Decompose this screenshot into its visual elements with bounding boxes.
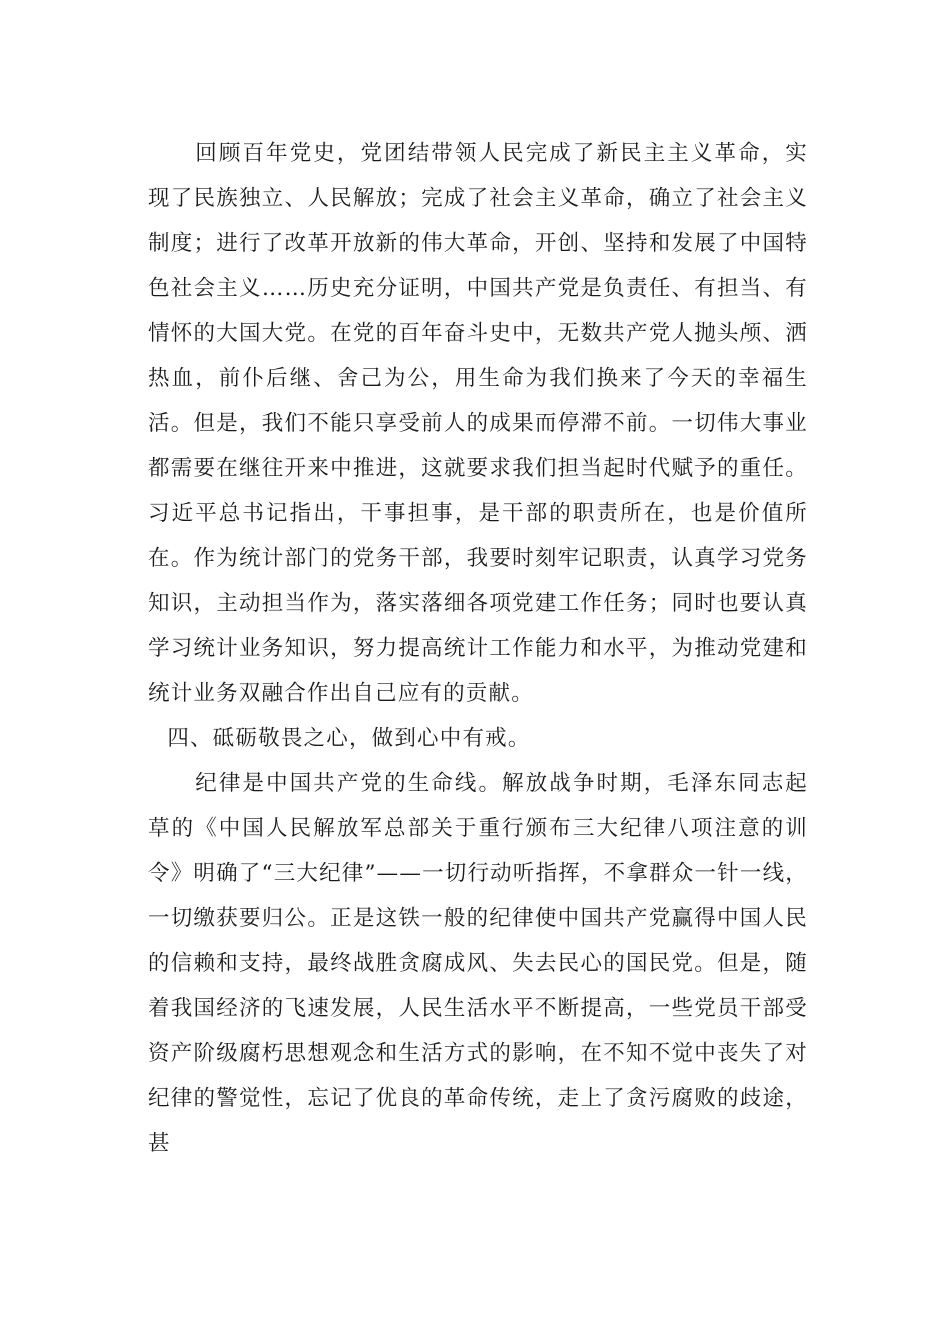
- section-heading-four: 四、砥砺敬畏之心，做到心中有戒。: [167, 726, 531, 751]
- body-text: [148, 131, 808, 1166]
- paragraph-party-history: 回顾百年党史，党团结带领人民完成了新民主主义革命，实现了民族独立、人民解放；完成了社会主义革命，确立了社会主义制度；进行了改革开放新的伟大革命，开创、坚持和发展了中国特色社会主义……历史充分证明，中国共产党是负责任、有担当、有情怀的大国大党。在党的百年奋斗史中，无数共产党人抛头颅、洒热血，前仆后继、舍己为公，用生命为我们换来了今天的幸福生活。但是，我们不能只享受前人的成果而停滞不前。一切伟大事业都需要在继往开来中推进，这就要求我们担当起时代赋予的重任。习近平总书记指出，干事担事，是干部的职责所在，也是价值所在。作为统计部门的党务干部，我要时刻牢记职责，认真学习党务知识，主动担当作为，落实落细各项党建工作任务；同时也要认真学习统计业务知识，努力提高统计工作能力和水平，为推动党建和统计业务双融合作出自己应有的贡献。: [148, 141, 808, 706]
- paragraph-discipline: 纪律是中国共产党的生命线。解放战争时期，毛泽东同志起草的《中国人民解放军总部关于重行颁布三大纪律八项注意的训令》明确了“三大纪律”——一切行动听指挥，不拿群众一针一线，一切缴获要归公。正是这铁一般的纪律使中国共产党赢得中国人民的信赖和支持，最终战胜贪腐成风、失去民心的国民党。但是，随着我国经济的飞速发展，人民生活水平不断提高，一些党员干部受资产阶级腐朽思想观念和生活方式的影响，在不知不觉中丧失了对纪律的警觉性，忘记了优良的革命传统，走上了贪污腐败的歧途，甚: [148, 771, 808, 1156]
